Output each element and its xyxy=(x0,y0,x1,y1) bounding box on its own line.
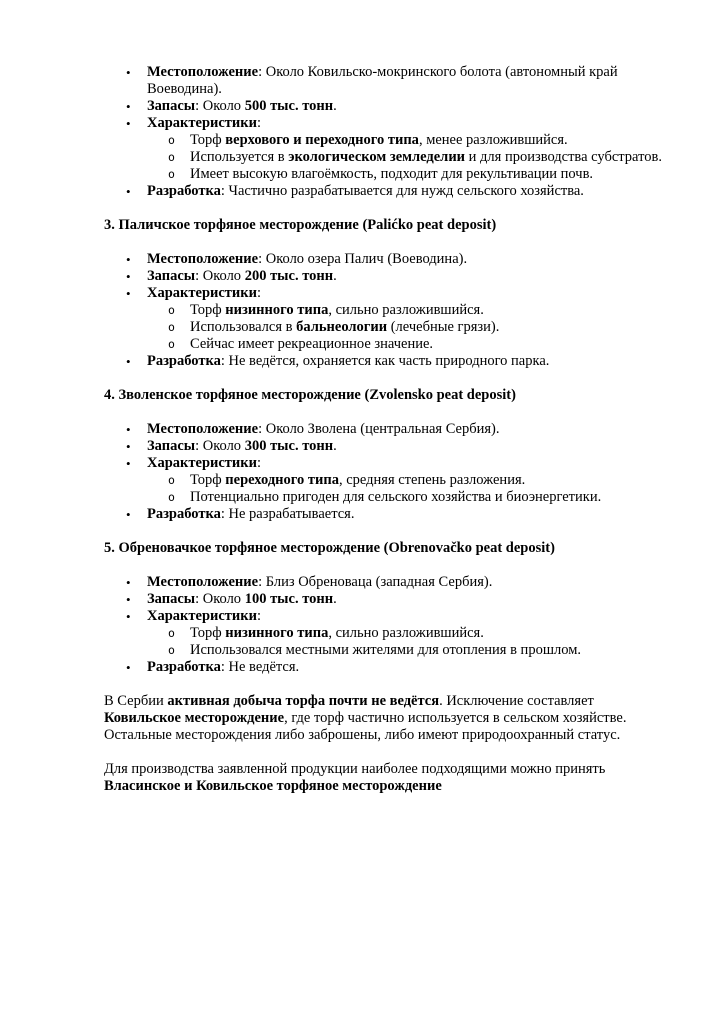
circle-marker-icon: o xyxy=(168,167,175,181)
bold-text-segment: Запасы xyxy=(147,98,196,114)
list-item-text xyxy=(147,659,299,675)
list-item xyxy=(104,285,668,302)
bullet-marker-icon: • xyxy=(126,99,131,114)
bullet-marker-icon: • xyxy=(126,592,131,607)
text-segment: Сейчас имеет рекреационное значение. xyxy=(190,336,434,352)
bold-text-segment: Запасы xyxy=(147,591,196,607)
list-item-text xyxy=(147,608,261,624)
list-item-text xyxy=(147,455,261,471)
text-segment: : Частично разрабатывается для нужд сельского хозяйства. xyxy=(220,183,584,199)
text-segment: , где торф частично используется в сельском хозяйстве. Остальные месторождения либо заброшены, либо имеют природоохранный статус. xyxy=(104,710,627,743)
bullet-marker-icon: • xyxy=(126,269,131,284)
list-item xyxy=(104,132,668,149)
bold-text-segment: низинного типа xyxy=(225,302,329,318)
bold-text-segment: низинного типа xyxy=(225,625,329,641)
list-item-text xyxy=(147,64,618,97)
bullet-marker-icon: • xyxy=(126,660,131,675)
text-segment: Торф xyxy=(190,625,226,641)
bullet-marker-icon: • xyxy=(126,439,131,454)
list-item xyxy=(104,166,668,183)
bullet-marker-icon: • xyxy=(126,116,131,131)
list-item xyxy=(104,421,668,438)
list-item-text xyxy=(147,285,261,301)
list-item-text xyxy=(190,336,433,352)
text-segment: . Исключение составляет xyxy=(439,693,594,709)
list-item-text xyxy=(147,183,584,199)
text-segment: Торф xyxy=(190,472,226,488)
list-item-text xyxy=(147,115,261,131)
list-item xyxy=(104,574,668,591)
text-segment: Имеет высокую влагоёмкость, подходит для рекультивации почв. xyxy=(190,166,594,182)
section-heading xyxy=(104,387,668,404)
text-segment: : Около Зволена (центральная Сербия). xyxy=(258,421,500,437)
bullet-list xyxy=(104,64,668,200)
text-segment: Торф xyxy=(190,302,226,318)
text-segment: : Не ведётся, охраняется как часть природного парка. xyxy=(220,353,550,369)
circle-marker-icon: o xyxy=(168,150,175,164)
text-segment: . xyxy=(333,268,337,284)
list-item-text xyxy=(147,98,337,114)
paragraph xyxy=(104,761,668,795)
list-item xyxy=(104,353,668,370)
text-segment: : Около xyxy=(195,591,245,607)
bold-text-segment: 500 тыс. тонн xyxy=(244,98,334,114)
text-segment: : Около озера Палич (Воеводина). xyxy=(258,251,468,267)
bold-text-segment: 200 тыс. тонн xyxy=(244,268,334,284)
list-item-text xyxy=(147,353,549,369)
list-item-text xyxy=(190,472,525,488)
list-item xyxy=(104,336,668,353)
bold-text-segment: 3. Паличское торфяное месторождение (Palićko peat deposit) xyxy=(104,217,497,233)
text-segment: : Около Ковильско-мокринского болота (автономный край Воеводина). xyxy=(147,64,618,97)
bold-text-segment: Характеристики xyxy=(147,115,257,131)
paragraph xyxy=(104,693,668,744)
bold-text-segment: Ковильское месторождение xyxy=(104,710,285,726)
circle-marker-icon: o xyxy=(168,473,175,487)
list-item xyxy=(104,268,668,285)
text-segment: . xyxy=(333,438,337,454)
bullet-marker-icon: • xyxy=(126,575,131,590)
list-item xyxy=(104,438,668,455)
list-item-text xyxy=(190,302,484,318)
text-segment: , средняя степень разложения. xyxy=(338,472,526,488)
text-segment: Использовался местными жителями для отопления в прошлом. xyxy=(190,642,581,658)
bold-text-segment: 300 тыс. тонн xyxy=(244,438,334,454)
list-item-text xyxy=(190,625,484,641)
list-item-text xyxy=(147,438,337,454)
list-item xyxy=(104,472,668,489)
list-item-text xyxy=(147,574,492,590)
text-segment: : Близ Обреноваца (западная Сербия). xyxy=(258,574,493,590)
list-item xyxy=(104,625,668,642)
bold-text-segment: экологическом земледелии xyxy=(288,149,466,165)
bold-text-segment: верхового и переходного типа xyxy=(225,132,419,148)
list-item xyxy=(104,98,668,115)
list-item-text xyxy=(147,421,500,437)
bold-text-segment: Характеристики xyxy=(147,455,257,471)
bold-text-segment: Характеристики xyxy=(147,285,257,301)
bullet-marker-icon: • xyxy=(126,184,131,199)
list-item-text xyxy=(147,268,337,284)
bullet-list xyxy=(104,421,668,523)
list-item-text xyxy=(190,166,593,182)
text-segment: Потенциально пригоден для сельского хозяйства и биоэнергетики. xyxy=(190,489,602,505)
list-item-text xyxy=(190,319,499,335)
list-item xyxy=(104,455,668,472)
list-item xyxy=(104,608,668,625)
list-item-text xyxy=(190,132,568,148)
list-item xyxy=(104,302,668,319)
circle-marker-icon: o xyxy=(168,303,175,317)
circle-marker-icon: o xyxy=(168,643,175,657)
section-heading xyxy=(104,540,668,557)
list-item xyxy=(104,489,668,506)
text-segment: Использовался в xyxy=(190,319,297,335)
bullet-marker-icon: • xyxy=(126,422,131,437)
bold-text-segment: Запасы xyxy=(147,438,196,454)
text-segment: : xyxy=(257,608,262,624)
bold-text-segment: Разработка xyxy=(147,506,221,522)
bullet-list xyxy=(104,574,668,676)
bullet-marker-icon: • xyxy=(126,507,131,522)
list-item-text xyxy=(190,489,601,505)
list-item xyxy=(104,64,668,98)
text-segment: , сильно разложившийся. xyxy=(328,302,484,318)
bold-text-segment: активная добыча торфа почти не ведётся xyxy=(167,693,440,709)
bullet-list xyxy=(104,251,668,370)
list-item-text xyxy=(190,642,581,658)
list-item-text xyxy=(147,251,467,267)
circle-marker-icon: o xyxy=(168,320,175,334)
text-segment: Торф xyxy=(190,132,226,148)
bullet-marker-icon: • xyxy=(126,65,131,80)
text-segment: , сильно разложившийся. xyxy=(328,625,484,641)
list-item xyxy=(104,506,668,523)
bold-text-segment: 4. Зволенское торфяное месторождение (Zvolensko peat deposit) xyxy=(104,387,516,403)
bold-text-segment: Характеристики xyxy=(147,608,257,624)
list-item xyxy=(104,659,668,676)
bold-text-segment: Разработка xyxy=(147,183,221,199)
circle-marker-icon: o xyxy=(168,626,175,640)
bold-text-segment: Местоположение xyxy=(147,574,259,590)
text-segment: : xyxy=(257,455,262,471)
text-segment: : xyxy=(257,115,262,131)
bold-text-segment: Разработка xyxy=(147,353,221,369)
text-segment: (лечебные грязи). xyxy=(387,319,500,335)
list-item xyxy=(104,183,668,200)
section-heading xyxy=(104,217,668,234)
text-segment: : Не разрабатывается. xyxy=(220,506,355,522)
circle-marker-icon: o xyxy=(168,133,175,147)
list-item xyxy=(104,591,668,608)
bold-text-segment: бальнеологии xyxy=(296,319,388,335)
bullet-marker-icon: • xyxy=(126,354,131,369)
text-segment: . xyxy=(333,98,337,114)
text-segment: В Сербии xyxy=(104,693,168,709)
list-item-text xyxy=(147,506,354,522)
text-segment: : Не ведётся. xyxy=(220,659,300,675)
bullet-marker-icon: • xyxy=(126,252,131,267)
bold-text-segment: Местоположение xyxy=(147,64,259,80)
bold-text-segment: Местоположение xyxy=(147,251,259,267)
bold-text-segment: Запасы xyxy=(147,268,196,284)
list-item-text xyxy=(190,149,662,165)
bold-text-segment: переходного типа xyxy=(225,472,339,488)
text-segment: , менее разложившийся. xyxy=(418,132,568,148)
text-segment: Для производства заявленной продукции наиболее подходящими можно принять xyxy=(104,761,606,777)
circle-marker-icon: o xyxy=(168,337,175,351)
text-segment: и для производства субстратов. xyxy=(465,149,662,165)
text-segment: : Около xyxy=(195,98,245,114)
list-item xyxy=(104,642,668,659)
list-item xyxy=(104,149,668,166)
bold-text-segment: Разработка xyxy=(147,659,221,675)
text-segment: . xyxy=(333,591,337,607)
list-item xyxy=(104,251,668,268)
list-item xyxy=(104,115,668,132)
bullet-marker-icon: • xyxy=(126,286,131,301)
bullet-marker-icon: • xyxy=(126,609,131,624)
bold-text-segment: Местоположение xyxy=(147,421,259,437)
bullet-marker-icon: • xyxy=(126,456,131,471)
list-item-text xyxy=(147,591,337,607)
text-segment: Используется в xyxy=(190,149,289,165)
text-segment: : Около xyxy=(195,268,245,284)
list-item xyxy=(104,319,668,336)
document-body xyxy=(104,64,668,795)
bold-text-segment: Власинское и Ковильское торфяное месторождение xyxy=(104,778,442,794)
text-segment: : Около xyxy=(195,438,245,454)
circle-marker-icon: o xyxy=(168,490,175,504)
bold-text-segment: 100 тыс. тонн xyxy=(244,591,334,607)
text-segment: : xyxy=(257,285,262,301)
bold-text-segment: 5. Обреновачкое торфяное месторождение (Obrenovačko peat deposit) xyxy=(104,540,555,556)
